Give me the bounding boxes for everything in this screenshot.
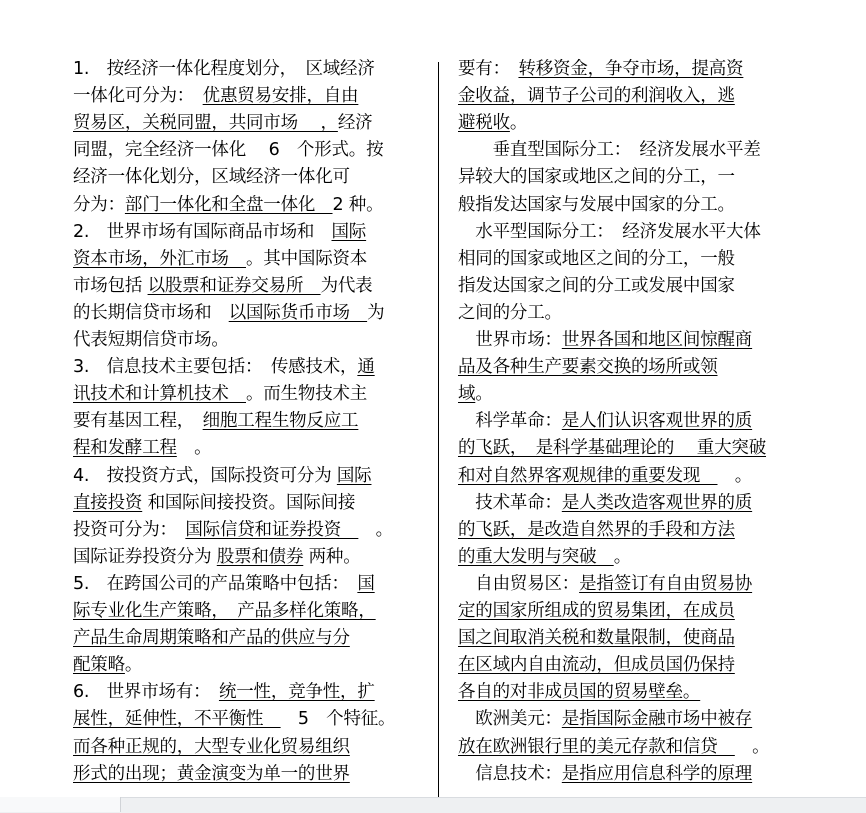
underlined-answer: 的飞跃，是改造自然界的手段和方法 (458, 519, 735, 540)
underlined-answer: 国际信贷和证券投资 (185, 519, 359, 540)
text-segment: 要有： (458, 59, 519, 79)
text-segment: 般指发达国家与发展中国家的分工。 (458, 194, 735, 215)
underlined-answer: 以国际货币市场 (228, 302, 368, 323)
underlined-answer: 品及各种生产要素交换的场所或领 (458, 357, 718, 378)
underlined-answer: 在区域内自由流动，但成员国仍保持 (458, 655, 735, 676)
text-line (73, 408, 358, 435)
text-line (73, 598, 376, 625)
text-segment: 为 (367, 302, 385, 323)
underlined-answer: 定的国家所组成的贸易集团，在成员 (458, 601, 735, 621)
text-segment: 经济一体化划分，区域经济一体化可 (73, 167, 350, 188)
text-line (73, 354, 375, 381)
text-segment: 相同的国家或地区之间的分工，一般 (458, 248, 735, 269)
text-line (458, 734, 769, 761)
text-segment: 的长期信贷市场和 (73, 302, 229, 323)
underlined-answer: 是指国际金融市场中被存 (561, 709, 753, 730)
text-line (458, 354, 718, 381)
underlined-answer: 际专业化生产策略， 产品多样化策略， (73, 601, 376, 621)
underlined-answer: 金收益，调节子公司的利润收入，逃 (458, 86, 735, 107)
text-segment: 。其中国际资本 (246, 248, 368, 269)
text-line (73, 137, 383, 164)
text-line (458, 381, 493, 408)
text-line (458, 598, 735, 625)
text-segment: 。 (124, 655, 143, 676)
text-line (458, 273, 735, 300)
text-line (458, 490, 752, 517)
text-line (458, 246, 735, 273)
text-segment: 技术革命： (458, 492, 562, 513)
underlined-answer: 以股票和证券交易所 (147, 275, 321, 296)
text-line (73, 490, 355, 517)
text-line (73, 273, 372, 300)
text-line (458, 192, 735, 219)
text-segment: 代表短期信贷市场。 (73, 330, 229, 350)
text-line (458, 463, 752, 490)
text-line (458, 625, 735, 652)
underlined-answer: 是人类改造客观世界的质 (561, 492, 753, 513)
text-segment: 3. 信息技术主要包括： 传感技术， (73, 357, 358, 378)
text-line (73, 110, 372, 137)
underlined-answer: 的飞跃， 是科学基础理论的 重大突破 (458, 438, 767, 459)
underlined-answer: 配策略 (73, 655, 125, 676)
text-line (73, 381, 367, 408)
text-line (73, 652, 142, 679)
underlined-answer: 形式的出现；黄金演变为单一的世界 (73, 763, 350, 784)
text-segment: 1. 按经济一体化程度划分， 区域经济 (73, 59, 375, 79)
text-segment: 。 (475, 384, 493, 405)
text-segment: 4. 按投资方式，国际投资可分为 (73, 465, 337, 486)
underlined-answer: 股票和债券 (216, 546, 304, 567)
underlined-answer: 讯技术和计算机技术 (73, 384, 246, 405)
text-segment: 。 (734, 736, 770, 757)
underlined-answer: 放在欧洲银行里的美元存款和信贷 (458, 736, 735, 757)
text-line (73, 761, 350, 788)
underlined-answer: 资本市场，外汇市场 (73, 248, 246, 269)
text-line (73, 544, 361, 571)
underlined-answer: 是指签订有自由贸易协 (579, 573, 753, 594)
text-segment: 水平型国际分工： 经济发展水平大体 (458, 221, 761, 242)
text-segment: 指发达国家之间的分工或发展中国家 (458, 275, 735, 296)
text-segment: 2. 世界市场有国际商品市场和 (73, 221, 332, 242)
text-line (73, 463, 371, 490)
underlined-answer: 和对自然界客观规律的重要发现 (458, 465, 718, 486)
text-line (73, 327, 229, 354)
underlined-answer: 展性，延伸性，不平衡性 (73, 709, 281, 730)
underlined-answer: 转移资金，争夺市场，提高资 (518, 59, 744, 79)
text-line (73, 219, 366, 246)
text-line (458, 435, 766, 462)
text-segment: 。 (358, 519, 393, 540)
text-segment: 。 (176, 438, 212, 459)
underlined-answer: 程和发酵工程 (73, 438, 177, 459)
text-line (73, 83, 358, 110)
underlined-answer: 国际 (331, 221, 367, 242)
text-line (73, 192, 383, 219)
text-line (73, 435, 211, 462)
text-line (73, 517, 393, 544)
text-segment: 。 (509, 113, 528, 134)
text-segment: 5. 在跨国公司的产品策略中包括： (73, 573, 358, 594)
text-segment: 经济 (337, 113, 373, 134)
underlined-answer: 产品生命周期策略和产品的供应与分 (73, 628, 350, 649)
underlined-answer: 部门一体化和全盘一体化 (124, 194, 333, 215)
text-line (458, 56, 743, 83)
text-segment: 。而生物技术主 (246, 384, 368, 405)
underlined-answer: 优惠贸易安排，自由 (202, 86, 359, 107)
text-line (73, 56, 375, 83)
text-line (458, 300, 562, 327)
text-segment: 国际证券投资分为 (73, 546, 217, 567)
text-segment: 要有基因工程， (73, 411, 203, 432)
text-line (458, 327, 752, 354)
text-line (458, 219, 761, 246)
text-line (458, 706, 752, 733)
text-segment: 。 (613, 546, 632, 567)
text-segment: 两种。 (303, 546, 361, 567)
text-segment: 2 种。 (332, 194, 384, 215)
text-segment: 世界市场： (458, 330, 562, 350)
text-segment: 垂直型国际分工： 经济发展水平差 (458, 140, 761, 161)
text-line (73, 625, 350, 652)
underlined-answer: 是指应用信息科学的原理 (561, 763, 753, 784)
text-segment: 之间的分工。 (458, 302, 562, 323)
text-line (73, 734, 350, 761)
text-segment: 自由贸易区： (458, 573, 580, 594)
text-line (458, 137, 761, 164)
text-segment: 为代表 (320, 275, 373, 296)
text-segment: 5 个特征。 (280, 709, 396, 730)
text-line (458, 652, 735, 679)
underlined-answer: 世界各国和地区间惊醒商 (561, 330, 753, 350)
text-segment: 和国际间接投资。国际间接 (142, 492, 356, 513)
text-line (458, 761, 752, 788)
underlined-answer: 贸易区，关税同盟，共同市场 ， (73, 113, 338, 134)
text-line (73, 246, 367, 273)
column-divider (438, 62, 439, 802)
text-line (458, 517, 735, 544)
text-segment: 。 (717, 465, 753, 486)
text-segment: 投资可分为： (73, 519, 186, 540)
text-line (73, 679, 375, 706)
underlined-answer: 国之间取消关税和数量限制，使商品 (458, 628, 735, 649)
underlined-answer: 而各种正规的，大型专业化贸易组织 (73, 736, 350, 757)
text-line (73, 300, 384, 327)
text-segment: 同盟，完全经济一体化 6 个形式。按 (73, 140, 384, 161)
underlined-answer: 各自的对非成员国的贸易壁垒。 (458, 682, 701, 703)
text-segment: 欧洲美元： (458, 709, 562, 730)
underlined-answer: 国 (357, 573, 375, 594)
underlined-answer: 通 (357, 357, 375, 378)
underlined-answer: 统一性，竞争性，扩 (218, 682, 375, 703)
text-line (73, 571, 375, 598)
text-line (458, 408, 752, 435)
underlined-answer: 的重大发明与突破 (458, 546, 614, 567)
underlined-answer: 是人们认识客观世界的质 (561, 411, 753, 432)
underlined-answer: 国际 (336, 465, 372, 486)
underlined-answer: 避税收 (458, 113, 510, 134)
underlined-answer: 域 (458, 384, 476, 405)
underlined-answer: 直接投资 (73, 492, 143, 513)
text-segment: 科学革命： (458, 411, 562, 432)
underlined-answer: 细胞工程生物反应工 (202, 411, 359, 432)
horizontal-scrollbar[interactable] (0, 797, 866, 813)
text-line (458, 110, 527, 137)
text-segment: 信息技术： (458, 763, 562, 784)
text-line (458, 164, 735, 191)
text-line (458, 544, 631, 571)
text-line (458, 83, 735, 110)
text-segment: 异较大的国家或地区之间的分工，一 (458, 167, 735, 188)
text-line (458, 571, 752, 598)
text-segment: 市场包括 (73, 275, 148, 296)
text-segment: 6. 世界市场有： (73, 682, 219, 703)
text-line (73, 706, 395, 733)
scrollbar-thumb[interactable] (0, 797, 121, 812)
text-line (73, 164, 350, 191)
text-segment: 一体化可分为： (73, 86, 203, 107)
text-segment: 分为： (73, 194, 125, 215)
text-line (458, 679, 700, 706)
